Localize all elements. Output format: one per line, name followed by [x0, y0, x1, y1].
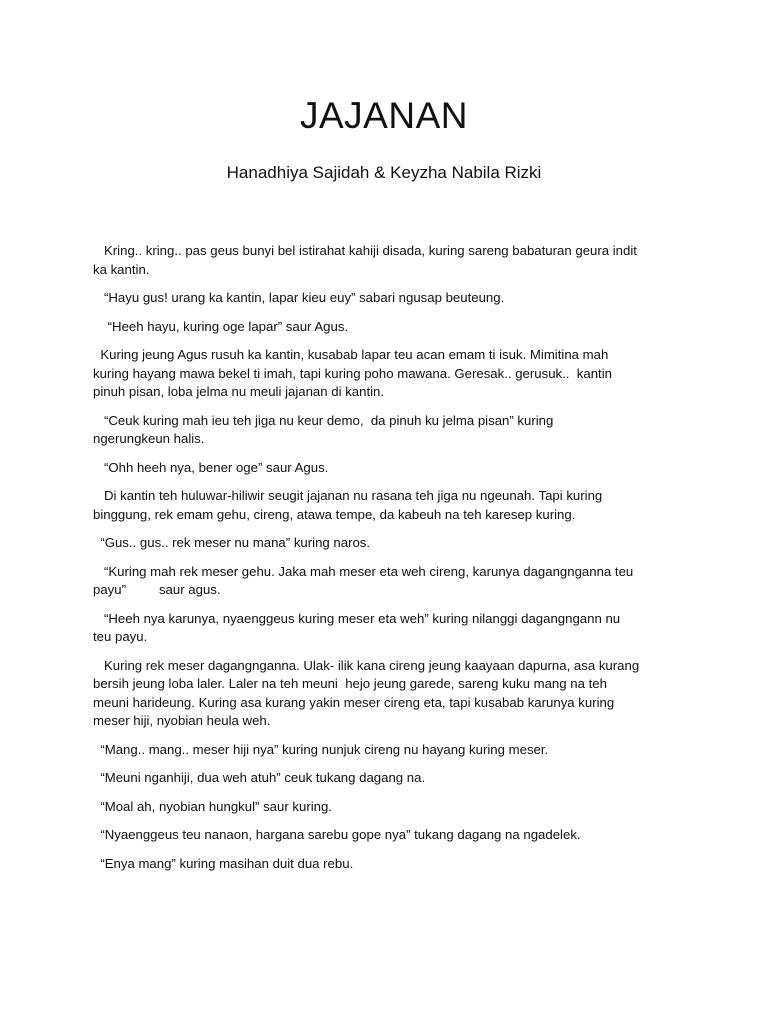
paragraph-line: “Enya mang” kuring masihan duit dua rebu. — [93, 855, 354, 871]
paragraph-line: Kuring jeung Agus rusuh ka kantin, kusabab lapar teu acan emam ti isuk. Mimitina mah — [93, 347, 609, 362]
story-paragraph — [93, 610, 673, 647]
story-paragraph — [93, 657, 673, 731]
paragraph-line: Kring.. kring.. pas geus bunyi bel istirahat kahiji disada, kuring sareng babaturan geura indit — [93, 243, 637, 258]
paragraph-line: “Ceuk kuring mah ieu teh jiga nu keur demo, da pinuh ku jelma pisan” kuring — [93, 412, 554, 428]
paragraph-line: ngerungkeun halis. — [93, 431, 205, 446]
story-body — [93, 242, 673, 883]
document-author: Hanadhiya Sajidah & Keyzha Nabila Rizki — [226, 163, 542, 182]
story-paragraph — [93, 741, 673, 760]
paragraph-line: “Meuni nganhiji, dua weh atuh” ceuk tukang dagang na. — [93, 770, 426, 785]
paragraph-line: “Heeh nya karunya, nyaenggeus kuring meser eta weh” kuring nilanggi dagangngann nu — [93, 610, 621, 626]
paragraph-line: “Ohh heeh nya, bener oge” saur Agus. — [93, 459, 329, 475]
paragraph-line: pinuh pisan, loba jelma nu meuli jajanan di kantin. — [93, 384, 385, 399]
paragraph-line: meser hiji, nyobian heula weh. — [93, 713, 271, 728]
paragraph-line: payu” saur agus. — [93, 582, 221, 597]
paragraph-line: kuring hayang mawa bekel ti imah, tapi kuring poho mawana. Geresak.. gerusuk.. kantin — [93, 365, 612, 381]
paragraph-line: meuni harideung. Kuring asa kurang yakin meser cireng eta, tapi kusabab karunya kuring — [93, 694, 615, 710]
story-paragraph — [93, 459, 673, 478]
story-paragraph — [93, 769, 673, 788]
paragraph-line: Kuring rek meser dagangnganna. Ulak- ilik kana cireng jeung kaayaan dapurna, asa kurang — [93, 657, 640, 673]
story-paragraph — [93, 798, 673, 817]
paragraph-line: “Hayu gus! urang ka kantin, lapar kieu euy” sabari ngusap beuteung. — [93, 290, 505, 305]
paragraph-line: “Heeh hayu, kuring oge lapar” saur Agus. — [93, 318, 349, 334]
story-paragraph — [93, 242, 673, 279]
story-paragraph — [93, 318, 673, 337]
story-paragraph — [93, 487, 673, 524]
story-paragraph — [93, 346, 673, 402]
paragraph-line: “Nyaenggeus teu nanaon, hargana sarebu gope nya” tukang dagang na ngadelek. — [93, 827, 581, 842]
paragraph-line: “Kuring mah rek meser gehu. Jaka mah meser eta weh cireng, karunya dagangnganna teu — [93, 563, 634, 579]
paragraph-line: “Mang.. mang.. meser hiji nya” kuring nunjuk cireng nu hayang kuring meser. — [93, 741, 549, 757]
story-paragraph — [93, 826, 673, 845]
paragraph-line: bersih jeung loba laler. Laler na teh meuni hejo jeung garede, sareng kuku mang na teh — [93, 676, 607, 691]
paragraph-line: ka kantin. — [93, 261, 150, 277]
paragraph-line: Di kantin teh huluwar-hiliwir seugit jajanan nu rasana teh jiga nu ngeunah. Tapi kuring — [93, 488, 603, 503]
paragraph-line: teu payu. — [93, 629, 148, 644]
paragraph-line: “Gus.. gus.. rek meser nu mana” kuring naros. — [93, 535, 371, 550]
story-paragraph — [93, 289, 673, 308]
paragraph-line: binggung, rek emam gehu, cireng, atawa tempe, da kabeuh na teh karesep kuring. — [93, 506, 576, 522]
document-title: JAJANAN — [300, 95, 468, 136]
story-paragraph — [93, 855, 673, 874]
paragraph-line: “Moal ah, nyobian hungkul” saur kuring. — [93, 798, 332, 814]
story-paragraph — [93, 534, 673, 553]
story-paragraph — [93, 412, 673, 449]
story-paragraph — [93, 563, 673, 600]
